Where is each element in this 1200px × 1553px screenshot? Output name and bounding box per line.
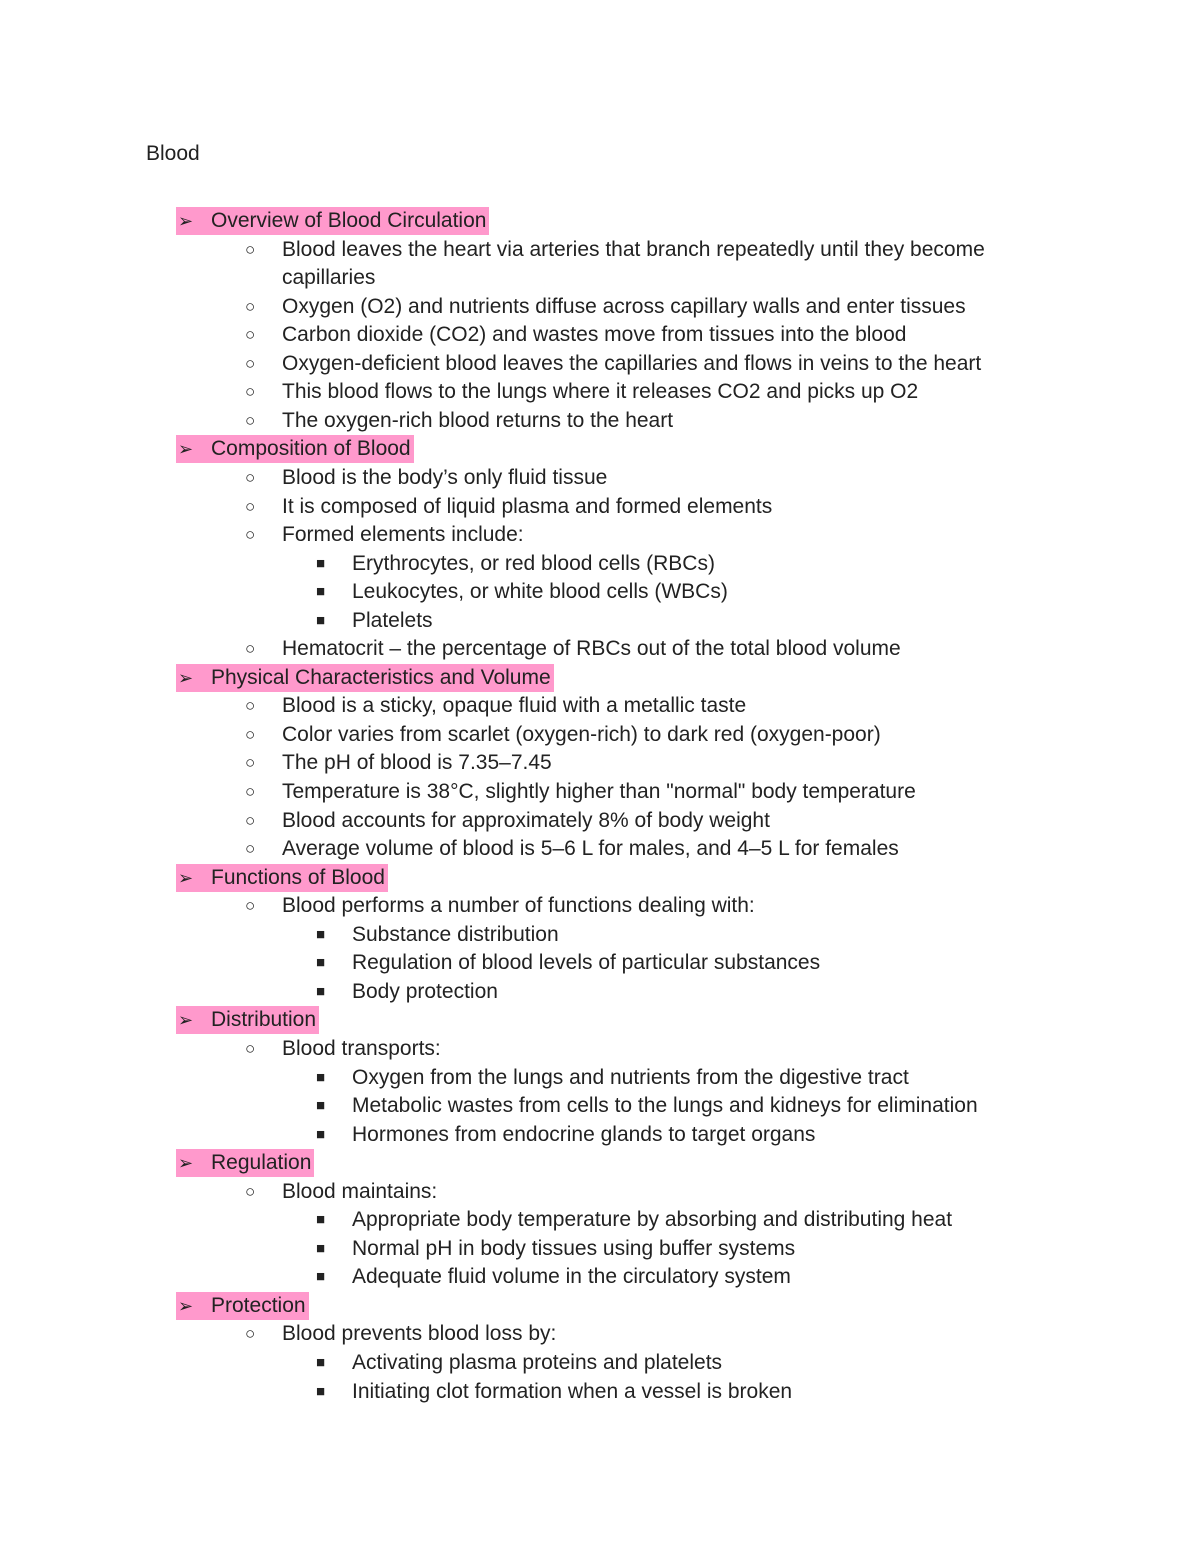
line-text: Body protection <box>352 980 498 1003</box>
arrow-bullet-icon: ➢ <box>178 211 194 231</box>
line-text: This blood flows to the lungs where it releases CO2 and picks up O2 <box>282 380 919 403</box>
circle-bullet-icon: ○ <box>245 753 256 772</box>
line-text: Overview of Blood Circulation <box>211 209 487 232</box>
square-bullet-icon: ■ <box>316 583 326 600</box>
circle-bullet-icon: ○ <box>245 782 256 801</box>
line-text: Hormones from endocrine glands to target organs <box>352 1123 816 1146</box>
line-text: Composition of Blood <box>211 437 411 460</box>
line-text: Temperature is 38°C, slightly higher than "normal" body temperature <box>282 780 916 803</box>
circle-bullet-icon: ○ <box>245 297 256 316</box>
arrow-bullet-icon: ➢ <box>178 668 194 688</box>
circle-bullet-icon: ○ <box>245 525 256 544</box>
line-text: Protection <box>211 1294 306 1317</box>
line-text: Blood maintains: <box>282 1180 438 1203</box>
line-text: The oxygen-rich blood returns to the heart <box>282 409 674 432</box>
line-text: Carbon dioxide (CO2) and wastes move from tissues into the blood <box>282 323 907 346</box>
line-text: Oxygen-deficient blood leaves the capillaries and flows in veins to the heart <box>282 352 982 375</box>
line-text: The pH of blood is 7.35–7.45 <box>282 751 552 774</box>
arrow-bullet-icon: ➢ <box>178 439 194 459</box>
line-text: Substance distribution <box>352 923 559 946</box>
line-text: It is composed of liquid plasma and formed elements <box>282 495 773 518</box>
line-text: capillaries <box>282 266 376 289</box>
line-text: Blood is a sticky, opaque fluid with a metallic taste <box>282 694 747 717</box>
line-text: Physical Characteristics and Volume <box>211 666 551 689</box>
square-bullet-icon: ■ <box>316 555 326 572</box>
line-text: Formed elements include: <box>282 523 524 546</box>
square-bullet-icon: ■ <box>316 612 326 629</box>
square-bullet-icon: ■ <box>316 954 326 971</box>
circle-bullet-icon: ○ <box>245 1324 256 1343</box>
line-text: Blood accounts for approximately 8% of body weight <box>282 809 770 832</box>
circle-bullet-icon: ○ <box>245 411 256 430</box>
line-text: Blood leaves the heart via arteries that branch repeatedly until they become <box>282 238 985 261</box>
arrow-bullet-icon: ➢ <box>178 1296 194 1316</box>
line-text: Oxygen from the lungs and nutrients from the digestive tract <box>352 1066 909 1089</box>
square-bullet-icon: ■ <box>316 1383 326 1400</box>
line-text: Initiating clot formation when a vessel is broken <box>352 1380 793 1403</box>
circle-bullet-icon: ○ <box>245 354 256 373</box>
square-bullet-icon: ■ <box>316 1354 326 1371</box>
line-text: Regulation of blood levels of particular substances <box>352 951 821 974</box>
circle-bullet-icon: ○ <box>245 497 256 516</box>
line-text: Functions of Blood <box>211 866 385 889</box>
circle-bullet-icon: ○ <box>245 896 256 915</box>
circle-bullet-icon: ○ <box>245 725 256 744</box>
line-text: Adequate fluid volume in the circulatory system <box>352 1265 791 1288</box>
line-text: Leukocytes, or white blood cells (WBCs) <box>352 580 728 603</box>
line-text: Appropriate body temperature by absorbing and distributing heat <box>352 1208 953 1231</box>
line-text: Platelets <box>352 609 433 632</box>
circle-bullet-icon: ○ <box>245 811 256 830</box>
line-text: Oxygen (O2) and nutrients diffuse across capillary walls and enter tissues <box>282 295 966 318</box>
square-bullet-icon: ■ <box>316 1069 326 1086</box>
square-bullet-icon: ■ <box>316 983 326 1000</box>
square-bullet-icon: ■ <box>316 1268 326 1285</box>
arrow-bullet-icon: ➢ <box>178 1010 194 1030</box>
line-text: Metabolic wastes from cells to the lungs and kidneys for elimination <box>352 1094 978 1117</box>
circle-bullet-icon: ○ <box>245 1039 256 1058</box>
circle-bullet-icon: ○ <box>245 696 256 715</box>
square-bullet-icon: ■ <box>316 1126 326 1143</box>
line-text: Distribution <box>211 1008 317 1031</box>
circle-bullet-icon: ○ <box>245 1182 256 1201</box>
line-text: Average volume of blood is 5–6 L for males, and 4–5 L for females <box>282 837 899 860</box>
arrow-bullet-icon: ➢ <box>178 1153 194 1173</box>
circle-bullet-icon: ○ <box>245 468 256 487</box>
line-text: Regulation <box>211 1151 312 1174</box>
arrow-bullet-icon: ➢ <box>178 868 194 888</box>
page-title: Blood <box>146 142 200 165</box>
line-text: Activating plasma proteins and platelets <box>352 1351 723 1374</box>
circle-bullet-icon: ○ <box>245 639 256 658</box>
line-text: Color varies from scarlet (oxygen-rich) to dark red (oxygen-poor) <box>282 723 881 746</box>
line-text: Blood transports: <box>282 1037 441 1060</box>
line-text: Blood performs a number of functions dealing with: <box>282 894 755 917</box>
square-bullet-icon: ■ <box>316 1211 326 1228</box>
line-text: Erythrocytes, or red blood cells (RBCs) <box>352 552 715 575</box>
line-text: Blood prevents blood loss by: <box>282 1322 557 1345</box>
circle-bullet-icon: ○ <box>245 240 256 259</box>
line-text: Hematocrit – the percentage of RBCs out of the total blood volume <box>282 637 901 660</box>
square-bullet-icon: ■ <box>316 1240 326 1257</box>
square-bullet-icon: ■ <box>316 1097 326 1114</box>
circle-bullet-icon: ○ <box>245 382 256 401</box>
circle-bullet-icon: ○ <box>245 839 256 858</box>
square-bullet-icon: ■ <box>316 926 326 943</box>
line-text: Blood is the body’s only fluid tissue <box>282 466 608 489</box>
line-text: Normal pH in body tissues using buffer systems <box>352 1237 796 1260</box>
circle-bullet-icon: ○ <box>245 325 256 344</box>
